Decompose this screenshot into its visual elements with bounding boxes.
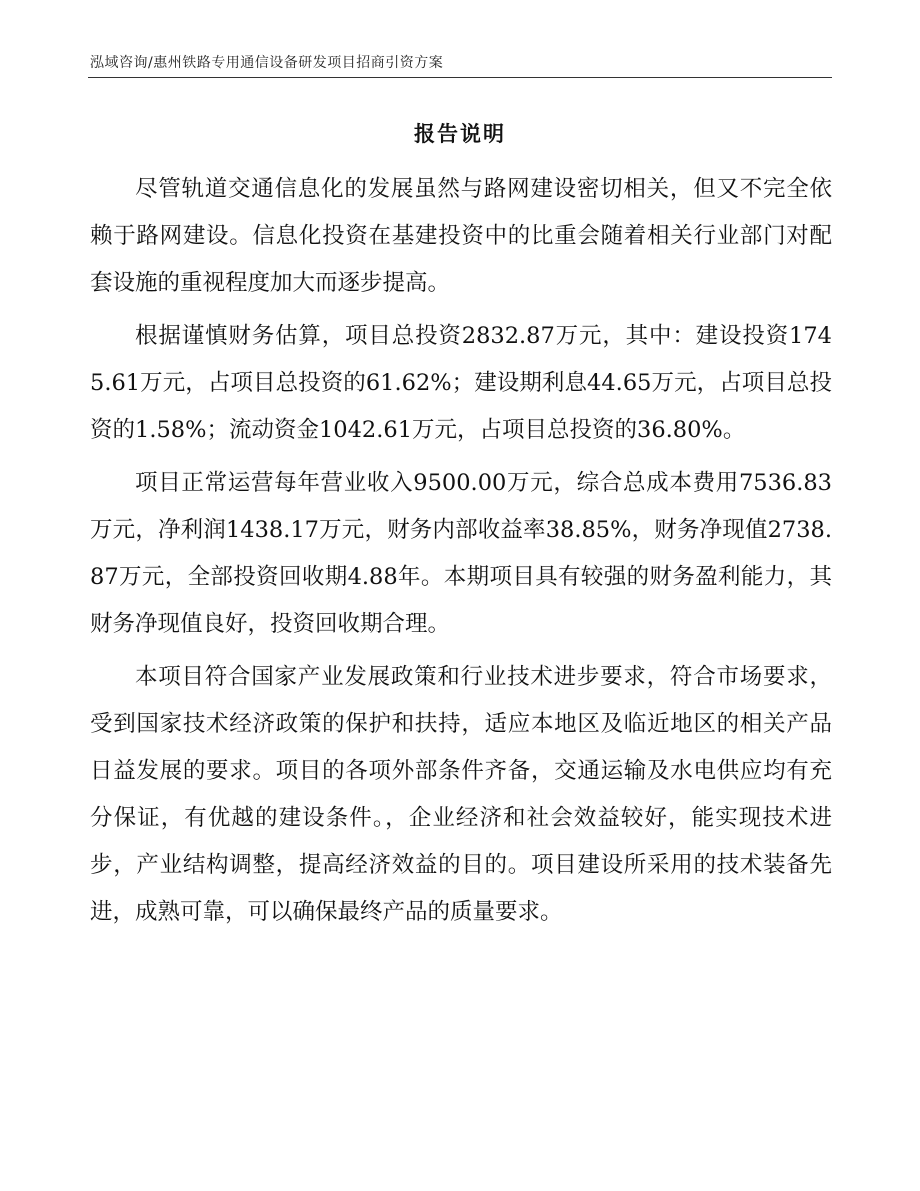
paragraph-intro: 尽管轨道交通信息化的发展虽然与路网建设密切相关，但又不完全依赖于路网建设。信息化投资在基建投资中的比重会随着相关行业部门对配套设施的重视程度加大而逐步提高。 — [90, 176, 832, 296]
paragraph-policy: 本项目符合国家产业发展政策和行业技术进步要求，符合市场要求，受到国家技术经济政策的保护和扶持，适应本地区及临近地区的相关产品日益发展的要求。项目的各项外部条件齐备，交通运输及水电供应均有充分保证，有优越的建设条件。，企业经济和社会效益较好，能实现技术进步，产业结构调整，提高经济效益的目的。项目建设所采用的技术装备先进，成熟可靠，可以确保最终产品的质量要求。 — [90, 664, 832, 925]
paragraph-financials: 项目正常运营每年营业收入9500.00万元，综合总成本费用7536.83万元，净利润1438.17万元，财务内部收益率38.85%，财务净现值2738.87万元，全部投资回收期4.88年。本期项目具有较强的财务盈利能力，其财务净现值良好，投资回收期合理。 — [90, 470, 832, 637]
document-body — [90, 166, 832, 942]
running-header: 泓域咨询/惠州铁路专用通信设备研发项目招商引资方案 — [90, 55, 444, 71]
page-title: 报告说明 — [414, 122, 506, 146]
paragraph-investment: 根据谨慎财务估算，项目总投资2832.87万元，其中：建设投资1745.61万元，占项目总投资的61.62%；建设期利息44.65万元，占项目总投资的1.58%；流动资金1042.61万元，占项目总投资的36.80%。 — [90, 323, 832, 443]
header-divider — [88, 77, 832, 78]
